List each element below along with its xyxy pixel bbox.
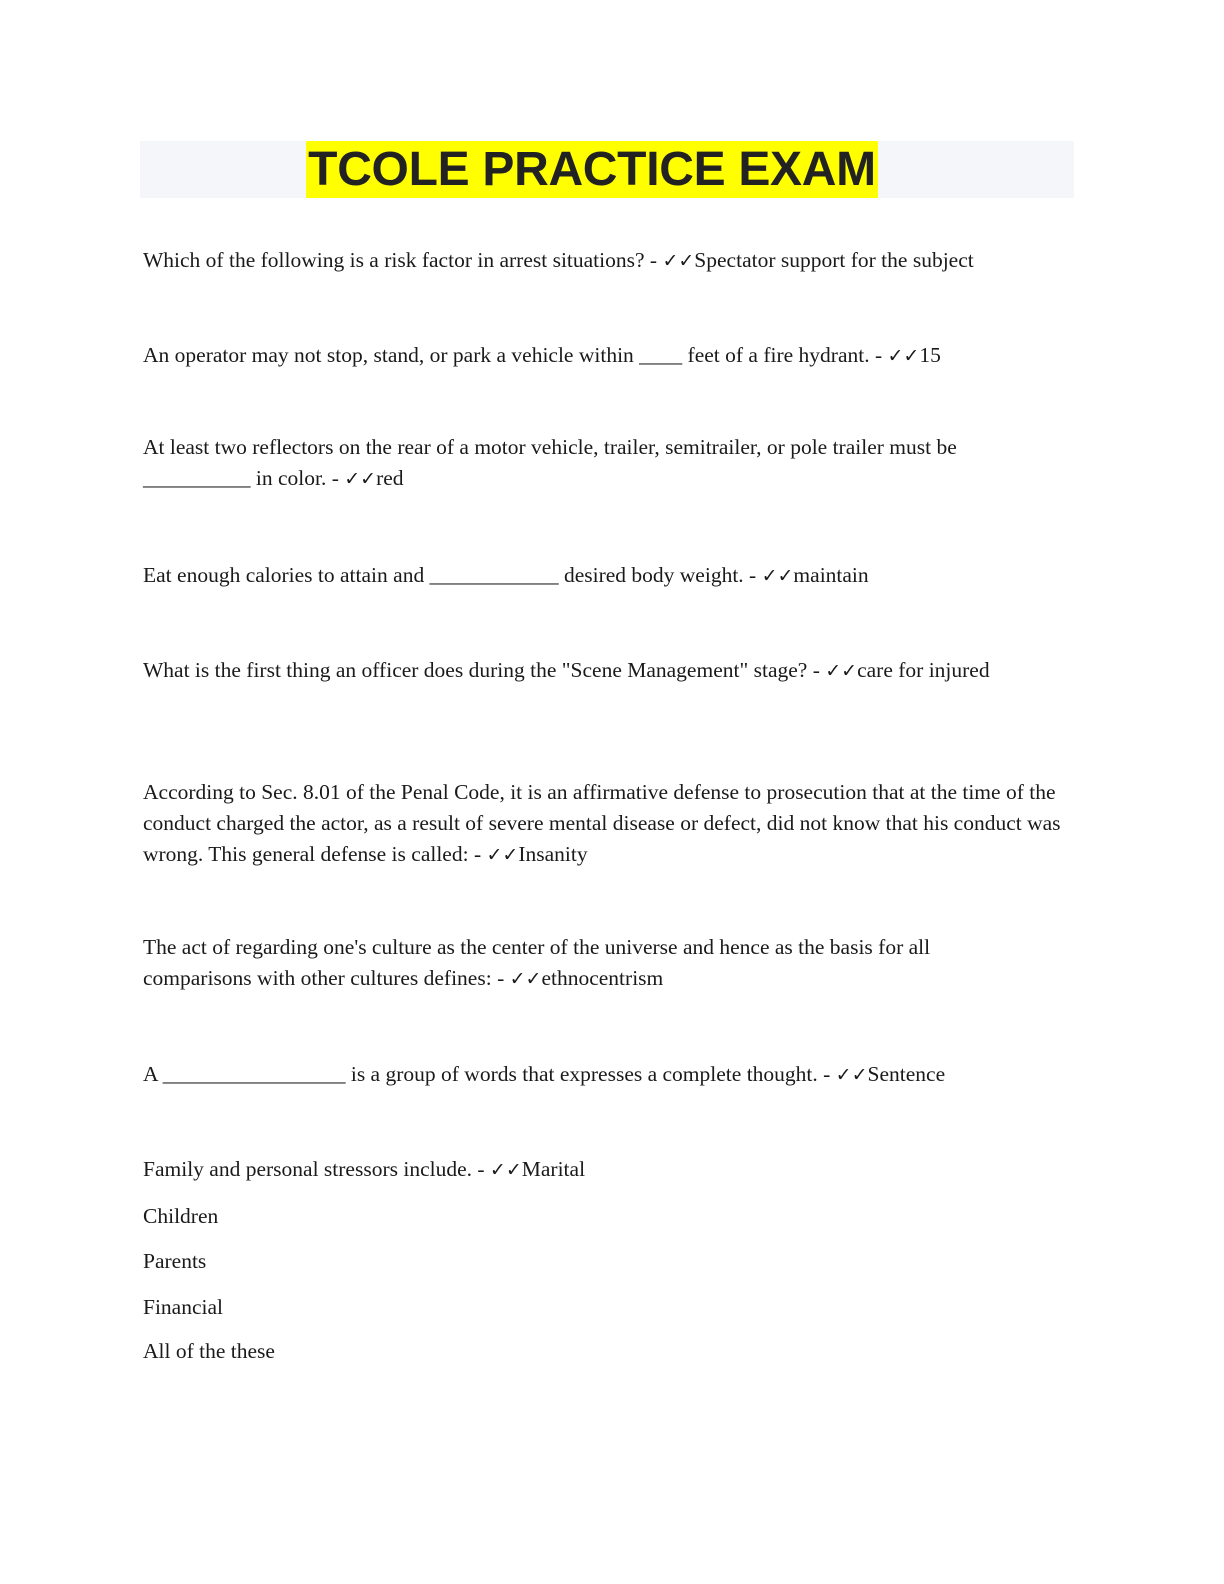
double-check-icon: ✓✓ bbox=[509, 968, 542, 990]
double-check-icon: ✓✓ bbox=[887, 345, 920, 367]
answer-text: Spectator support for the subject bbox=[694, 248, 974, 272]
qa-item-1 bbox=[143, 245, 1083, 277]
qa-item-6 bbox=[143, 777, 1083, 871]
question-text: The act of regarding one's culture as the center of the universe and hence as the basis for all comparisons with other cultures defines: - bbox=[143, 935, 931, 990]
qa-item-3 bbox=[143, 432, 1063, 495]
question-text: An operator may not stop, stand, or park a vehicle within ____ feet of a fire hydrant. - bbox=[143, 343, 888, 367]
double-check-icon: ✓✓ bbox=[486, 844, 519, 866]
question-text: Eat enough calories to attain and ____________ desired body weight. - bbox=[143, 563, 762, 587]
question-text: Which of the following is a risk factor in arrest situations? - bbox=[143, 248, 663, 272]
question-text: According to Sec. 8.01 of the Penal Code, it is an affirmative defense to prosecution that at the time of the conduct charged the actor, as a result of severe mental disease or defect, did not know that his conduct was wrong. This general defense is called: - bbox=[143, 780, 1061, 866]
page-title: TCOLE PRACTICE EXAM bbox=[308, 143, 876, 196]
answer-text: Marital bbox=[521, 1157, 586, 1181]
question-text: What is the first thing an officer does during the "Scene Management" stage? - bbox=[143, 658, 826, 682]
answer-text: maintain bbox=[793, 563, 869, 587]
answer-list-item: Parents bbox=[143, 1249, 207, 1273]
qa-item-2 bbox=[143, 340, 1083, 372]
title-band bbox=[140, 141, 1074, 198]
answer-text: Insanity bbox=[518, 842, 588, 866]
qa-item-8 bbox=[143, 1059, 1083, 1091]
answer-text: Sentence bbox=[867, 1062, 946, 1086]
double-check-icon: ✓✓ bbox=[489, 1159, 522, 1181]
answer-list-item: Children bbox=[143, 1204, 219, 1228]
double-check-icon: ✓✓ bbox=[662, 250, 695, 272]
double-check-icon: ✓✓ bbox=[825, 660, 858, 682]
answer-list-item: Financial bbox=[143, 1295, 224, 1319]
qa-item-5 bbox=[143, 655, 1023, 687]
answer-text: care for injured bbox=[857, 658, 990, 682]
question-text: A _________________ is a group of words that expresses a complete thought. - bbox=[143, 1062, 836, 1086]
qa-item-4 bbox=[143, 560, 1083, 592]
answer-list-item: All of the these bbox=[143, 1339, 275, 1363]
double-check-icon: ✓✓ bbox=[761, 565, 794, 587]
answer-text: ethnocentrism bbox=[541, 966, 664, 990]
question-text: Family and personal stressors include. - bbox=[143, 1157, 490, 1181]
qa-item-7 bbox=[143, 932, 1043, 995]
double-check-icon: ✓✓ bbox=[835, 1064, 868, 1086]
title-wrap bbox=[140, 141, 1074, 198]
answer-text: red bbox=[376, 466, 404, 490]
answer-text: 15 bbox=[919, 343, 941, 367]
question-text: At least two reflectors on the rear of a motor vehicle, trailer, semitrailer, or pole trailer must be __________ in color. - bbox=[143, 435, 957, 490]
qa-item-9 bbox=[143, 1154, 1083, 1186]
double-check-icon: ✓✓ bbox=[344, 468, 377, 490]
